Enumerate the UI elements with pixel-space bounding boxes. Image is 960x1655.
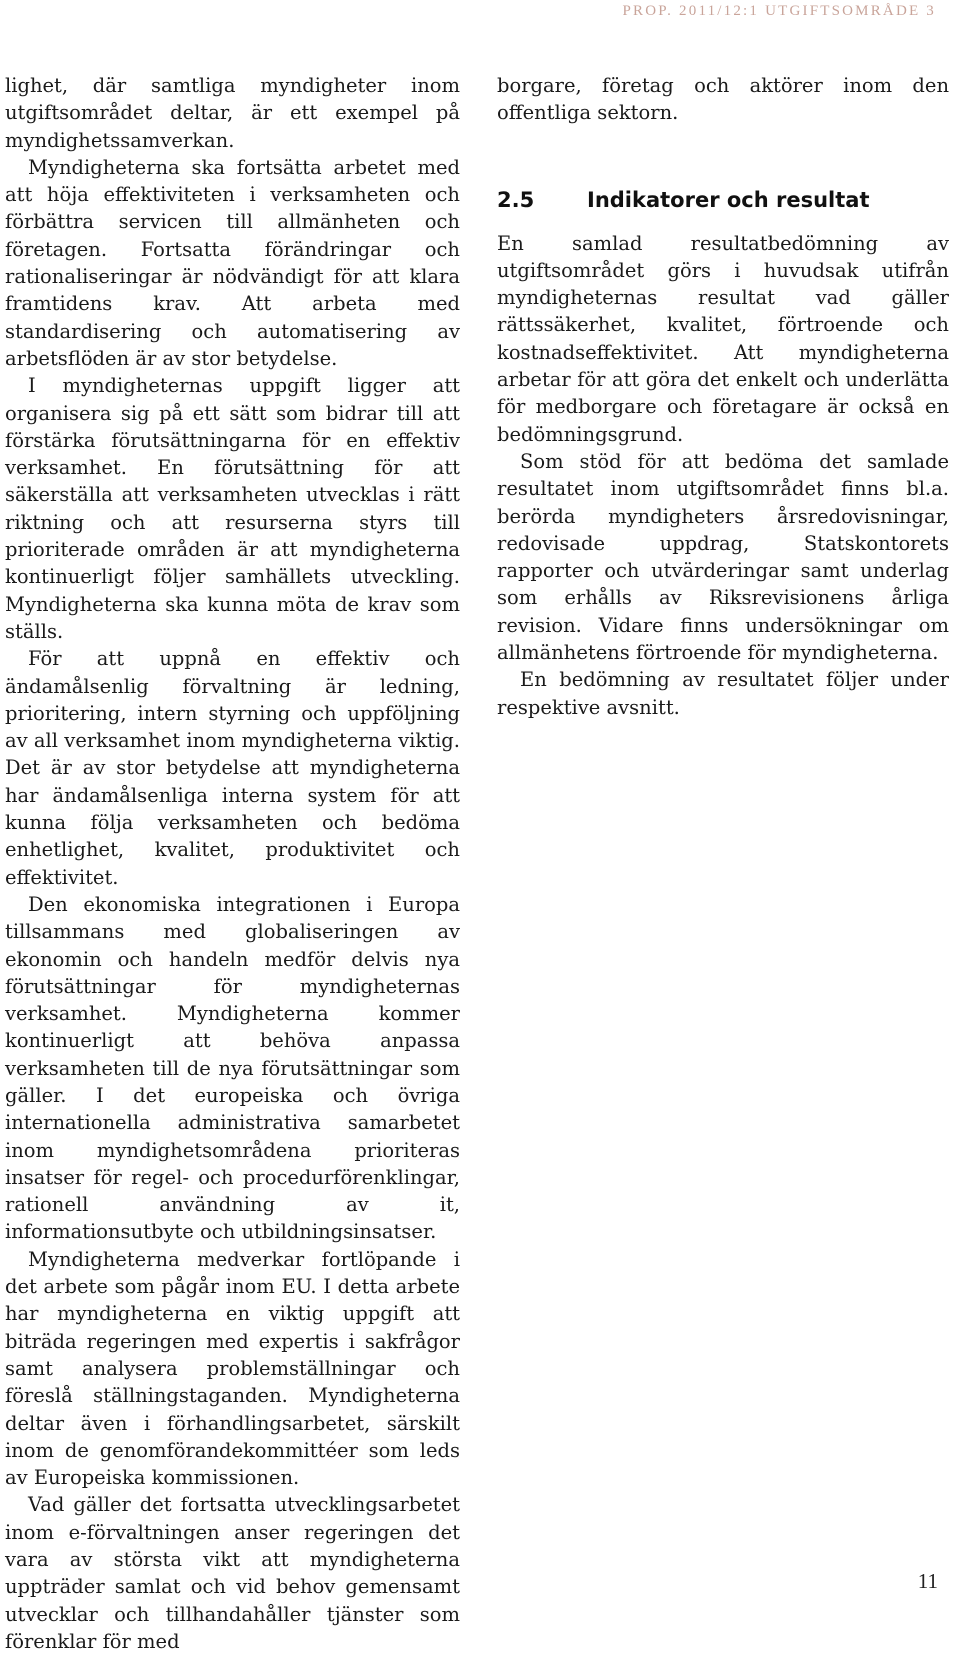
paragraph: En bedömning av resultatet följer under respektive avsnitt. <box>497 668 949 719</box>
section-heading <box>497 187 949 214</box>
paragraph: En samlad resultatbedömning av utgiftsområdet görs i huvudsak utifrån myndigheternas resultat vad gäller rättssäkerhet, kvalitet, förtroende och kostnadseffektivitet. Att myndigheterna arbetar för att göra det enkelt och underlätta för medborgare och företagare är också en bedömningsgrund. <box>497 231 949 446</box>
paragraph: För att uppnå en effektiv och ändamålsenlig förvaltning är ledning, prioritering, intern styrning och uppföljning av all verksamhet inom myndigheterna viktig. Det är av stor betydelse att myndigheterna har ändamålsenliga interna system för att kunna följa verksamheten och bedöma enhetlighet, kvalitet, produktivitet och effektivitet. <box>5 647 460 889</box>
left-column <box>5 72 460 1655</box>
paragraph-continuation: borgare, företag och aktörer inom den offentliga sektorn. <box>497 74 949 125</box>
page-number: 11 <box>917 1569 938 1593</box>
right-column <box>497 72 949 721</box>
paragraph: I myndigheternas uppgift ligger att organisera sig på ett sätt som bidrar till att förstärka förutsättningarna för en effektiv verksamhet. En förutsättning för att säkerställa att verksamheten utvecklas i rätt riktning och att resurserna styrs till prioriterade områden är att myndigheterna kontinuerligt följer samhällets utveckling. Myndigheterna ska kunna möta de krav som ställs. <box>5 374 460 643</box>
running-header: PROP. 2011/12:1 UTGIFTSOMRÅDE 3 <box>622 3 936 19</box>
paragraph: Den ekonomiska integrationen i Europa tillsammans med globaliseringen av ekonomin och handeln medför delvis nya förutsättningar för myndigheternas verksamhet. Myndigheterna kommer kontinuerligt att behöva anpassa verksamheten till de nya förutsättningar som gäller. I det europeiska och övriga internationella administrativa samarbetet inom myndighetsområdena prioriteras insatser för regel- och procedurförenklingar, rationell användning av it, informationsutbyte och utbildningsinsatser. <box>5 892 460 1244</box>
section-number: 2.5 <box>497 187 535 212</box>
paragraph: Vad gäller det fortsatta utvecklingsarbetet inom e-förvaltningen anser regeringen det vara av största vikt att myndigheterna uppträder samlat och vid behov gemensamt utvecklar och tillhandahåller tjänster som förenklar för med <box>5 1493 460 1653</box>
paragraph: Myndigheterna medverkar fortlöpande i det arbete som pågår inom EU. I detta arbete har myndigheterna en viktig uppgift att biträda regeringen med expertis i sakfrågor samt analysera problemställningar och föreslå ställningstaganden. Myndigheterna deltar även i förhandlingsarbetet, särskilt inom de genomförandekommittéer som leds av Europeiska kommissionen. <box>5 1247 460 1490</box>
section-title: Indikatorer och resultat <box>587 187 870 212</box>
paragraph: Som stöd för att bedöma det samlade resultatet inom utgiftsområdet finns bl.a. berörda myndigheters årsredovisningar, redovisade uppdrag, Statskontorets rapporter och utvärderingar samt underlag som erhålls av Riksrevisionens årliga revision. Vidare finns undersökningar om allmänhetens förtroende för myndigheterna. <box>497 449 949 665</box>
paragraph: lighet, där samtliga myndigheter inom utgiftsområdet deltar, är ett exempel på myndighetssamverkan. <box>5 74 460 152</box>
paragraph: Myndigheterna ska fortsätta arbetet med att höja effektiviteten i verksamheten och förbättra servicen till allmänheten och företagen. Fortsatta förändringar och rationaliseringar är nödvändigt för att klara framtidens krav. Att arbeta med standardisering och automatisering av arbetsflöden är av stor betydelse. <box>5 155 460 370</box>
